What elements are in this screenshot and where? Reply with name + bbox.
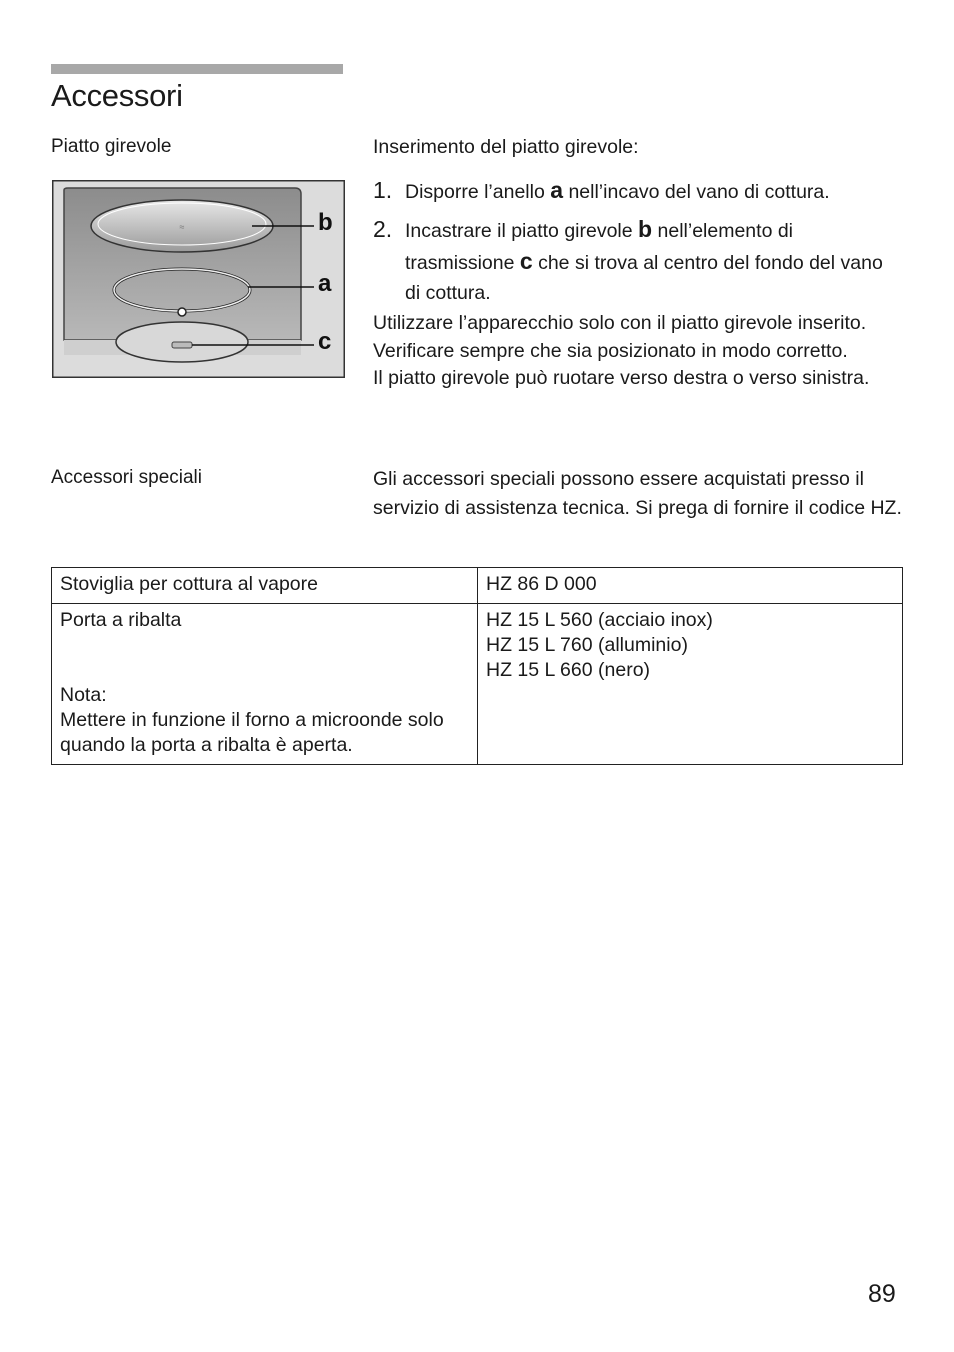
turntable-intro: Inserimento del piatto girevole: — [373, 136, 639, 158]
step-1-number: 1. — [373, 177, 393, 203]
page-title: Accessori — [51, 78, 183, 113]
step-2-number: 2. — [373, 216, 393, 242]
step-2-key-c: c — [519, 248, 533, 274]
step-1: 1. Disporre l’anello a nell’incavo del vano di cottura. — [373, 175, 903, 208]
table-cell-code: HZ 15 L 560 (acciaio inox) HZ 15 L 760 (alluminio) HZ 15 L 660 (nero) — [478, 604, 903, 765]
table-cell-code: HZ 86 D 000 — [478, 568, 903, 604]
special-accessories-label: Accessori speciali — [51, 467, 202, 488]
figure-label-c: c — [318, 328, 332, 355]
table-cell-item: Stoviglia per cottura al vapore — [52, 568, 478, 604]
section-title-bar — [51, 64, 343, 74]
table-cell-item — [52, 604, 478, 765]
item-name: Porta a ribalta — [60, 609, 182, 631]
table-row — [52, 568, 903, 604]
table-row — [52, 604, 903, 765]
step-2: 2. Incastrare il piatto girevole b nell’elemento di trasmissione c che si trova al centro del fondo del vano di cottura. — [373, 216, 883, 304]
step-2-key-b: b — [638, 216, 653, 242]
figure-label-a: a — [318, 270, 332, 297]
turntable-note: Utilizzare l’apparecchio solo con il piatto girevole inserito. Verificare sempre che sia posizionato in modo corretto. Il piatto girevole può ruotare verso destra o verso sinistra. — [373, 312, 870, 389]
special-accessories-text: Gli accessori speciali possono essere acquistati presso il servizio di assistenza tecnica. Si prega di fornire il codice HZ. — [373, 468, 902, 519]
step-1-key-a: a — [550, 177, 564, 203]
accessories-table — [51, 567, 903, 765]
page-number: 89 — [868, 1280, 896, 1308]
figure-label-b: b — [318, 209, 333, 236]
svg-text:≈: ≈ — [179, 222, 185, 232]
turntable-label: Piatto girevole — [51, 136, 172, 157]
note-title: Nota: — [60, 684, 107, 706]
note-text: Mettere in funzione il forno a microonde solo quando la porta a ribalta è aperta. — [60, 709, 444, 756]
turntable-figure — [52, 180, 345, 378]
